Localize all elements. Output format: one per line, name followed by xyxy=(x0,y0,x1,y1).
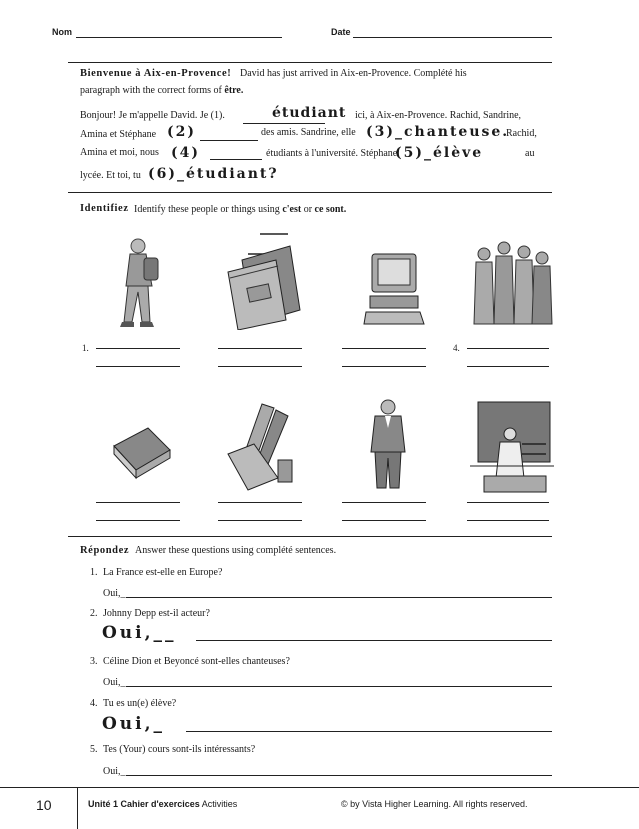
identifiez-title: Identifiez xyxy=(80,203,129,214)
bienvenue-instructions-2: paragraph with the correct forms of être. xyxy=(80,85,244,96)
answer-line-6b[interactable] xyxy=(218,520,302,521)
footer-copyright: © by Vista Higher Learning. All rights reserved. xyxy=(341,799,528,809)
bienvenue-instructions: David has just arrived in Aix-en-Provence. Complété his xyxy=(240,68,467,79)
answer-1: étudiant xyxy=(272,105,347,121)
answer-line-1a[interactable] xyxy=(96,348,180,349)
paragraph-line-2c: Rachid, xyxy=(506,128,537,139)
answer-prefix: Oui,_ xyxy=(103,588,126,599)
paragraph-line-2a: Amina et Stéphane xyxy=(80,129,157,140)
item-number-4: 4. xyxy=(453,343,460,353)
question-text: Tes (Your) cours sont-ils intéressants? xyxy=(103,744,256,755)
answer-3: (3)_chanteuse. xyxy=(366,124,510,140)
answer-4: (4) xyxy=(171,145,200,161)
footer-unit: Unité 1 Cahier d'exercices Activities xyxy=(88,799,238,809)
paragraph-line-3b: étudiants à l'université. Stéphane xyxy=(266,148,398,159)
question-text: Tu es un(e) élève? xyxy=(103,698,177,709)
blank-2[interactable] xyxy=(200,140,258,141)
answer-line-q3[interactable] xyxy=(126,686,552,687)
answer-line-7b[interactable] xyxy=(342,520,426,521)
answer-line-8b[interactable] xyxy=(467,520,549,521)
answer-line-3b[interactable] xyxy=(342,366,426,367)
question-text: Céline Dion et Beyoncé sont-elles chanteuses? xyxy=(103,656,290,667)
question-text: La France est-elle en Europe? xyxy=(103,567,223,578)
question-number: 2. xyxy=(90,608,98,619)
question-number: 3. xyxy=(90,656,98,667)
paragraph-line-3a: Amina et moi, nous xyxy=(80,147,159,158)
section-divider xyxy=(68,62,552,63)
section-divider xyxy=(68,536,552,537)
computer-icon xyxy=(362,250,426,328)
answer-5: (5)_élève xyxy=(395,145,484,161)
repondez-title: Répondez xyxy=(80,545,130,556)
answer-line-q4[interactable] xyxy=(186,731,552,732)
nom-label: Nom xyxy=(52,27,72,37)
bienvenue-title: Bienvenue à Aix-en-Provence! xyxy=(80,68,232,79)
answer-line-6a[interactable] xyxy=(218,502,302,503)
date-field[interactable] xyxy=(353,37,552,38)
answer-line-4b[interactable] xyxy=(467,366,549,367)
answer-line-q2[interactable] xyxy=(196,640,552,641)
answer-2: (2) xyxy=(167,124,196,140)
answer-line-4a[interactable] xyxy=(467,348,549,349)
blank-4[interactable] xyxy=(210,159,262,160)
paragraph-line-4a: lycée. Et toi, tu xyxy=(80,170,141,181)
item-number-1: 1. xyxy=(82,343,89,353)
answer-prefix: Oui,_ xyxy=(103,677,126,688)
answer-line-2a[interactable] xyxy=(218,348,302,349)
answer-line-1b[interactable] xyxy=(96,366,180,367)
question-number: 1. xyxy=(90,567,98,578)
answer-line-5b[interactable] xyxy=(96,520,180,521)
page-number: 10 xyxy=(36,797,52,813)
handwritten-answer: Oui,_ xyxy=(102,714,166,734)
question-text: Johnny Depp est-il acteur? xyxy=(103,608,210,619)
footer-divider xyxy=(0,787,639,788)
answer-line-q1[interactable] xyxy=(126,597,552,598)
student-backpack-icon xyxy=(112,236,168,330)
book-icon xyxy=(110,420,174,482)
answer-6: (6)_étudiant? xyxy=(148,166,279,182)
paragraph-line-1b: ici, à Aix-en-Provence. Rachid, Sandrine, xyxy=(355,110,522,121)
section-divider xyxy=(68,192,552,193)
paragraph-line-1a: Bonjour! Je m'appelle David. Je (1). xyxy=(80,110,225,121)
answer-line-8a[interactable] xyxy=(467,502,549,503)
pencils-icon xyxy=(218,400,300,492)
answer-prefix: Oui,_ xyxy=(103,766,126,777)
question-number: 5. xyxy=(90,744,98,755)
notebooks-icon xyxy=(220,230,302,330)
paragraph-line-2b: des amis. Sandrine, elle xyxy=(261,127,356,138)
paragraph-line-3c: au xyxy=(525,148,535,159)
question-number: 4. xyxy=(90,698,98,709)
answer-line-2b[interactable] xyxy=(218,366,302,367)
students-group-icon xyxy=(470,238,556,330)
answer-line-q5[interactable] xyxy=(126,775,552,776)
man-in-suit-icon xyxy=(365,398,411,492)
answer-line-3a[interactable] xyxy=(342,348,426,349)
nom-field[interactable] xyxy=(76,37,282,38)
date-label: Date xyxy=(331,27,351,37)
footer-vertical-divider xyxy=(77,787,78,829)
blank-1[interactable] xyxy=(243,123,325,124)
teacher-blackboard-icon xyxy=(470,398,554,494)
repondez-instructions: Answer these questions using complété sentences. xyxy=(135,545,337,556)
answer-line-7a[interactable] xyxy=(342,502,426,503)
handwritten-answer: Oui,__ xyxy=(102,623,177,643)
answer-line-5a[interactable] xyxy=(96,502,180,503)
identifiez-instructions: Identify these people or things using c'est or ce sont. xyxy=(134,204,347,215)
